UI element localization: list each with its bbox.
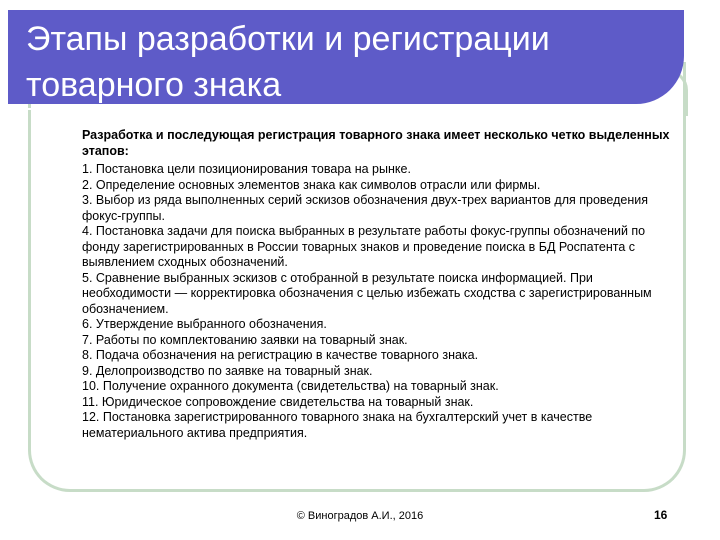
list-item: 1. Постановка цели позиционирования товара на рынке. bbox=[82, 162, 411, 176]
steps-list bbox=[82, 162, 672, 441]
title-banner bbox=[8, 10, 684, 104]
page-number: 16 bbox=[654, 508, 668, 522]
slide-content bbox=[82, 128, 672, 441]
intro-text: Разработка и последующая регистрация товарного знака имеет несколько четко выделенных этапов: bbox=[82, 128, 670, 158]
list-item: 7. Работы по комплектованию заявки на товарный знак. bbox=[82, 332, 408, 347]
list-item: 2. Определение основных элементов знака как символов отрасли или фирмы. bbox=[82, 177, 541, 192]
slide-title: Этапы разработки и регистрации товарного знака bbox=[26, 20, 550, 104]
list-item: 9. Делопроизводство по заявке на товарный знак. bbox=[82, 363, 373, 378]
list-item: 12. Постановка зарегистрированного товарного знака на бухгалтерский учет в качестве нематериального актива предприятия. bbox=[82, 410, 593, 440]
list-item: 4. Постановка задачи для поиска выбранных в результате работы фокус-группы обозначений по фонду зарегистрированных в России товарных знаков и проведение поиска в БД Роспатента с выявлением сходных обозначений. bbox=[82, 224, 646, 269]
title-underline bbox=[26, 108, 644, 110]
list-item: 5. Сравнение выбранных эскизов с отобранной в результате поиска информацией. При необходимости — корректировка обозначения с целью избежать сходства с зарегистрированным обозначением. bbox=[82, 270, 652, 316]
list-item: 3. Выбор из ряда выполненных серий эскизов обозначения двух-трех вариантов для проведения фокус-группы. bbox=[82, 193, 648, 223]
list-item: 6. Утверждение выбранного обозначения. bbox=[82, 317, 327, 331]
list-item: 8. Подача обозначения на регистрацию в качестве товарного знака. bbox=[82, 348, 479, 362]
list-item: 11. Юридическое сопровождение свидетельства на товарный знак. bbox=[82, 394, 474, 409]
list-item: 10. Получение охранного документа (свидетельства) на товарный знак. bbox=[82, 379, 499, 393]
footer-copyright: © Виноградов А.И., 2016 bbox=[296, 510, 424, 522]
